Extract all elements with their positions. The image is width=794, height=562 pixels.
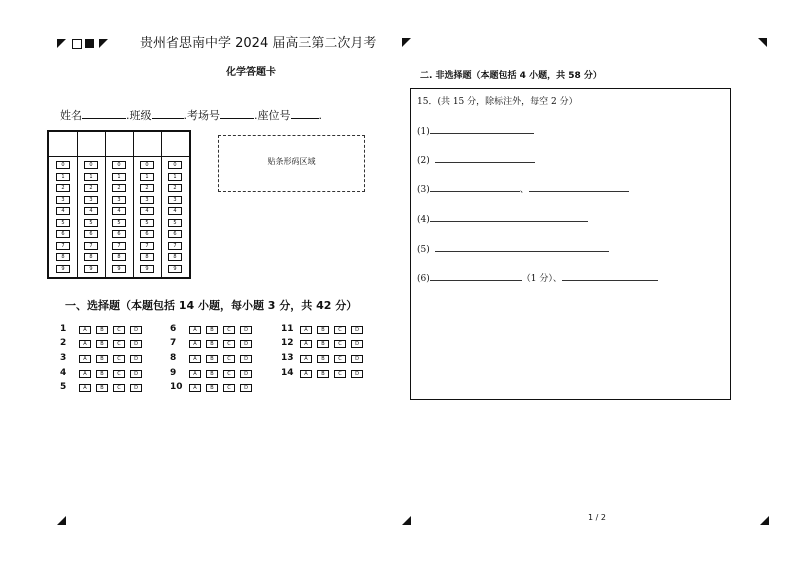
corner-marker-bottom-middle xyxy=(402,516,411,525)
corner-marker-bottom-left xyxy=(57,516,66,525)
choice-bubble-c[interactable]: C xyxy=(334,326,346,334)
id-digit-bubble[interactable]: 4 xyxy=(140,207,154,215)
choice-bubble-c[interactable]: C xyxy=(113,370,125,378)
answer-line-4 xyxy=(417,212,588,225)
answer-blank-3a[interactable] xyxy=(430,182,520,192)
answer-line-5 xyxy=(417,242,609,255)
id-digit-bubble[interactable]: 5 xyxy=(112,219,126,227)
id-digit-bubble[interactable]: 4 xyxy=(56,207,70,215)
id-digit-bubble[interactable]: 3 xyxy=(84,196,98,204)
answer-line-6-separator: 、 xyxy=(552,274,562,284)
choice-bubble-d[interactable]: D xyxy=(240,355,252,363)
choice-bubble-c[interactable]: C xyxy=(223,340,235,348)
answer-blank-1[interactable] xyxy=(430,124,534,134)
choice-bubble-b[interactable]: B xyxy=(96,355,108,363)
id-digit-bubble[interactable]: 9 xyxy=(112,265,126,273)
id-digit-bubble[interactable]: 7 xyxy=(140,242,154,250)
choice-bubble-a[interactable]: A xyxy=(189,355,201,363)
id-digit-bubble[interactable]: 4 xyxy=(168,207,182,215)
choice-bubble-b[interactable]: B xyxy=(317,355,329,363)
question-number: 4 xyxy=(60,368,67,378)
question-number: 9 xyxy=(170,368,177,378)
page-number: 1 / 2 xyxy=(588,513,606,522)
choice-bubble-a[interactable]: A xyxy=(79,370,91,378)
section1-title: 一、选择题（本题包括 14 小题，每小题 3 分，共 42 分） xyxy=(65,299,358,312)
choice-bubble-b[interactable]: B xyxy=(206,340,218,348)
choice-bubble-c[interactable]: C xyxy=(223,326,235,334)
id-digit-bubble[interactable]: 6 xyxy=(112,230,126,238)
multiple-choice-area xyxy=(0,0,400,400)
id-digit-bubble[interactable]: 6 xyxy=(168,230,182,238)
corner-marker-bottom-right xyxy=(760,516,769,525)
id-digit-bubble[interactable]: 8 xyxy=(140,253,154,261)
choice-bubble-d[interactable]: D xyxy=(351,355,363,363)
id-digit-bubble[interactable]: 3 xyxy=(56,196,70,204)
choice-bubble-b[interactable]: B xyxy=(96,326,108,334)
id-digit-bubble[interactable]: 0 xyxy=(140,161,154,169)
choice-bubble-c[interactable]: C xyxy=(223,370,235,378)
answer-line-1-label: (1) xyxy=(417,127,430,137)
choice-bubble-c[interactable]: C xyxy=(113,340,125,348)
id-digit-bubble[interactable]: 1 xyxy=(56,173,70,181)
id-digit-bubble[interactable]: 1 xyxy=(112,173,126,181)
choice-bubble-a[interactable]: A xyxy=(189,340,201,348)
choice-bubble-b[interactable]: B xyxy=(317,326,329,334)
id-digit-bubble[interactable]: 2 xyxy=(140,184,154,192)
id-digit-bubble[interactable]: 4 xyxy=(84,207,98,215)
id-digit-bubble[interactable]: 0 xyxy=(56,161,70,169)
school-title: 贵州省思南中学 2024 届高三第二次月考 xyxy=(140,36,377,51)
id-digit-bubble[interactable]: 2 xyxy=(56,184,70,192)
choice-bubble-a[interactable]: A xyxy=(79,384,91,392)
choice-bubble-a[interactable]: A xyxy=(189,384,201,392)
choice-bubble-b[interactable]: B xyxy=(96,340,108,348)
id-digit-bubble[interactable]: 3 xyxy=(112,196,126,204)
question-number: 6 xyxy=(170,324,177,334)
choice-bubble-b[interactable]: B xyxy=(317,370,329,378)
choice-bubble-d[interactable]: D xyxy=(351,370,363,378)
question-number: 7 xyxy=(170,338,177,348)
choice-bubble-a[interactable]: A xyxy=(300,340,312,348)
id-digit-bubble[interactable]: 7 xyxy=(168,242,182,250)
question-number: 5 xyxy=(60,382,67,392)
id-digit-bubble[interactable]: 7 xyxy=(84,242,98,250)
id-digit-bubble[interactable]: 6 xyxy=(84,230,98,238)
question-number: 8 xyxy=(170,353,177,363)
id-digit-bubble[interactable]: 6 xyxy=(140,230,154,238)
question-number: 11 xyxy=(281,324,294,334)
choice-bubble-b[interactable]: B xyxy=(317,340,329,348)
choice-bubble-a[interactable]: A xyxy=(300,355,312,363)
answer-line-6-label: (6) xyxy=(417,274,430,284)
id-digit-bubble[interactable]: 4 xyxy=(112,207,126,215)
choice-bubble-a[interactable]: A xyxy=(79,340,91,348)
choice-bubble-a[interactable]: A xyxy=(79,326,91,334)
answer-line-3-separator: 、 xyxy=(519,185,529,195)
id-digit-bubble[interactable]: 5 xyxy=(84,219,98,227)
id-digit-bubble[interactable]: 2 xyxy=(168,184,182,192)
answer-blank-2[interactable] xyxy=(435,153,535,163)
choice-bubble-c[interactable]: C xyxy=(113,355,125,363)
choice-bubble-d[interactable]: D xyxy=(130,326,142,334)
name-label: 姓名 xyxy=(60,109,82,122)
choice-bubble-d[interactable]: D xyxy=(130,370,142,378)
info-end-mark: . xyxy=(318,109,322,122)
answer-line-6 xyxy=(417,271,658,284)
answer-blank-5[interactable] xyxy=(435,242,609,252)
choice-bubble-d[interactable]: D xyxy=(130,340,142,348)
choice-bubble-d[interactable]: D xyxy=(240,326,252,334)
id-digit-bubble[interactable]: 5 xyxy=(56,219,70,227)
section2-title: 二. 非选择题（本题包括 4 小题，共 58 分） xyxy=(420,71,602,81)
id-digit-bubble[interactable]: 6 xyxy=(56,230,70,238)
choice-bubble-a[interactable]: A xyxy=(300,370,312,378)
answer-line-6-score: （1 分） xyxy=(521,274,553,284)
id-digit-bubble[interactable]: 1 xyxy=(140,173,154,181)
id-digit-bubble[interactable]: 9 xyxy=(140,265,154,273)
answer-line-3 xyxy=(417,182,629,195)
choice-bubble-a[interactable]: A xyxy=(300,326,312,334)
choice-bubble-b[interactable]: B xyxy=(206,370,218,378)
answer-line-5-label: (5) xyxy=(417,245,430,255)
answer-blank-6a[interactable] xyxy=(430,271,522,281)
id-digit-bubble[interactable]: 2 xyxy=(84,184,98,192)
choice-bubble-c[interactable]: C xyxy=(334,355,346,363)
choice-bubble-c[interactable]: C xyxy=(334,370,346,378)
corner-marker-top-middle xyxy=(402,38,411,47)
card-title: 化学答题卡 xyxy=(226,67,276,78)
choice-bubble-b[interactable]: B xyxy=(96,384,108,392)
choice-bubble-b[interactable]: B xyxy=(206,355,218,363)
choice-bubble-a[interactable]: A xyxy=(79,355,91,363)
choice-bubble-d[interactable]: D xyxy=(240,340,252,348)
q15-header: 15．(共 15 分，除标注外，每空 2 分） xyxy=(417,97,578,107)
question-number: 10 xyxy=(170,382,183,392)
choice-bubble-d[interactable]: D xyxy=(240,384,252,392)
seat-label: .座位号 xyxy=(254,109,291,122)
answer-blank-3b[interactable] xyxy=(529,182,629,192)
choice-bubble-d[interactable]: D xyxy=(351,340,363,348)
choice-bubble-c[interactable]: C xyxy=(223,384,235,392)
answer-blank-4[interactable] xyxy=(430,212,588,222)
answer-blank-6b[interactable] xyxy=(562,271,658,281)
question-number: 1 xyxy=(60,324,67,334)
id-digit-bubble[interactable]: 7 xyxy=(56,242,70,250)
choice-bubble-c[interactable]: C xyxy=(113,326,125,334)
choice-bubble-d[interactable]: D xyxy=(240,370,252,378)
id-digit-bubble[interactable]: 8 xyxy=(168,253,182,261)
barcode-area-label: 贴条形码区域 xyxy=(267,157,316,166)
choice-bubble-a[interactable]: A xyxy=(189,370,201,378)
question-number: 2 xyxy=(60,338,67,348)
choice-bubble-c[interactable]: C xyxy=(223,355,235,363)
choice-bubble-c[interactable]: C xyxy=(113,384,125,392)
question-number: 12 xyxy=(281,338,294,348)
choice-bubble-d[interactable]: D xyxy=(351,326,363,334)
choice-bubble-d[interactable]: D xyxy=(130,384,142,392)
id-digit-bubble[interactable]: 2 xyxy=(112,184,126,192)
question-number: 14 xyxy=(281,368,294,378)
id-digit-bubble[interactable]: 9 xyxy=(168,265,182,273)
choice-bubble-a[interactable]: A xyxy=(189,326,201,334)
id-digit-bubble[interactable]: 0 xyxy=(84,161,98,169)
id-digit-bubble[interactable]: 3 xyxy=(140,196,154,204)
choice-bubble-b[interactable]: B xyxy=(96,370,108,378)
id-digit-bubble[interactable]: 3 xyxy=(168,196,182,204)
choice-bubble-b[interactable]: B xyxy=(206,384,218,392)
id-digit-bubble[interactable]: 8 xyxy=(112,253,126,261)
question-number: 3 xyxy=(60,353,67,363)
id-digit-bubble[interactable]: 8 xyxy=(84,253,98,261)
answer-line-2 xyxy=(417,153,535,166)
answer-line-2-label: (2) xyxy=(417,156,430,166)
answer-line-1 xyxy=(417,124,534,137)
id-digit-bubble[interactable]: 8 xyxy=(56,253,70,261)
question-number: 13 xyxy=(281,353,294,363)
id-digit-bubble[interactable]: 5 xyxy=(168,219,182,227)
corner-marker-top-right xyxy=(758,38,767,47)
id-digit-bubble[interactable]: 9 xyxy=(84,265,98,273)
class-label: .班级 xyxy=(126,109,152,122)
choice-bubble-b[interactable]: B xyxy=(206,326,218,334)
id-digit-bubble[interactable]: 1 xyxy=(84,173,98,181)
room-label: .考场号 xyxy=(183,109,220,122)
answer-line-4-label: (4) xyxy=(417,215,430,225)
choice-bubble-c[interactable]: C xyxy=(334,340,346,348)
choice-bubble-d[interactable]: D xyxy=(130,355,142,363)
id-digit-bubble[interactable]: 7 xyxy=(112,242,126,250)
id-digit-bubble[interactable]: 0 xyxy=(112,161,126,169)
id-digit-bubble[interactable]: 5 xyxy=(140,219,154,227)
id-digit-bubble[interactable]: 1 xyxy=(168,173,182,181)
id-digit-bubble[interactable]: 9 xyxy=(56,265,70,273)
id-digit-bubble[interactable]: 0 xyxy=(168,161,182,169)
answer-line-3-label: (3) xyxy=(417,185,430,195)
